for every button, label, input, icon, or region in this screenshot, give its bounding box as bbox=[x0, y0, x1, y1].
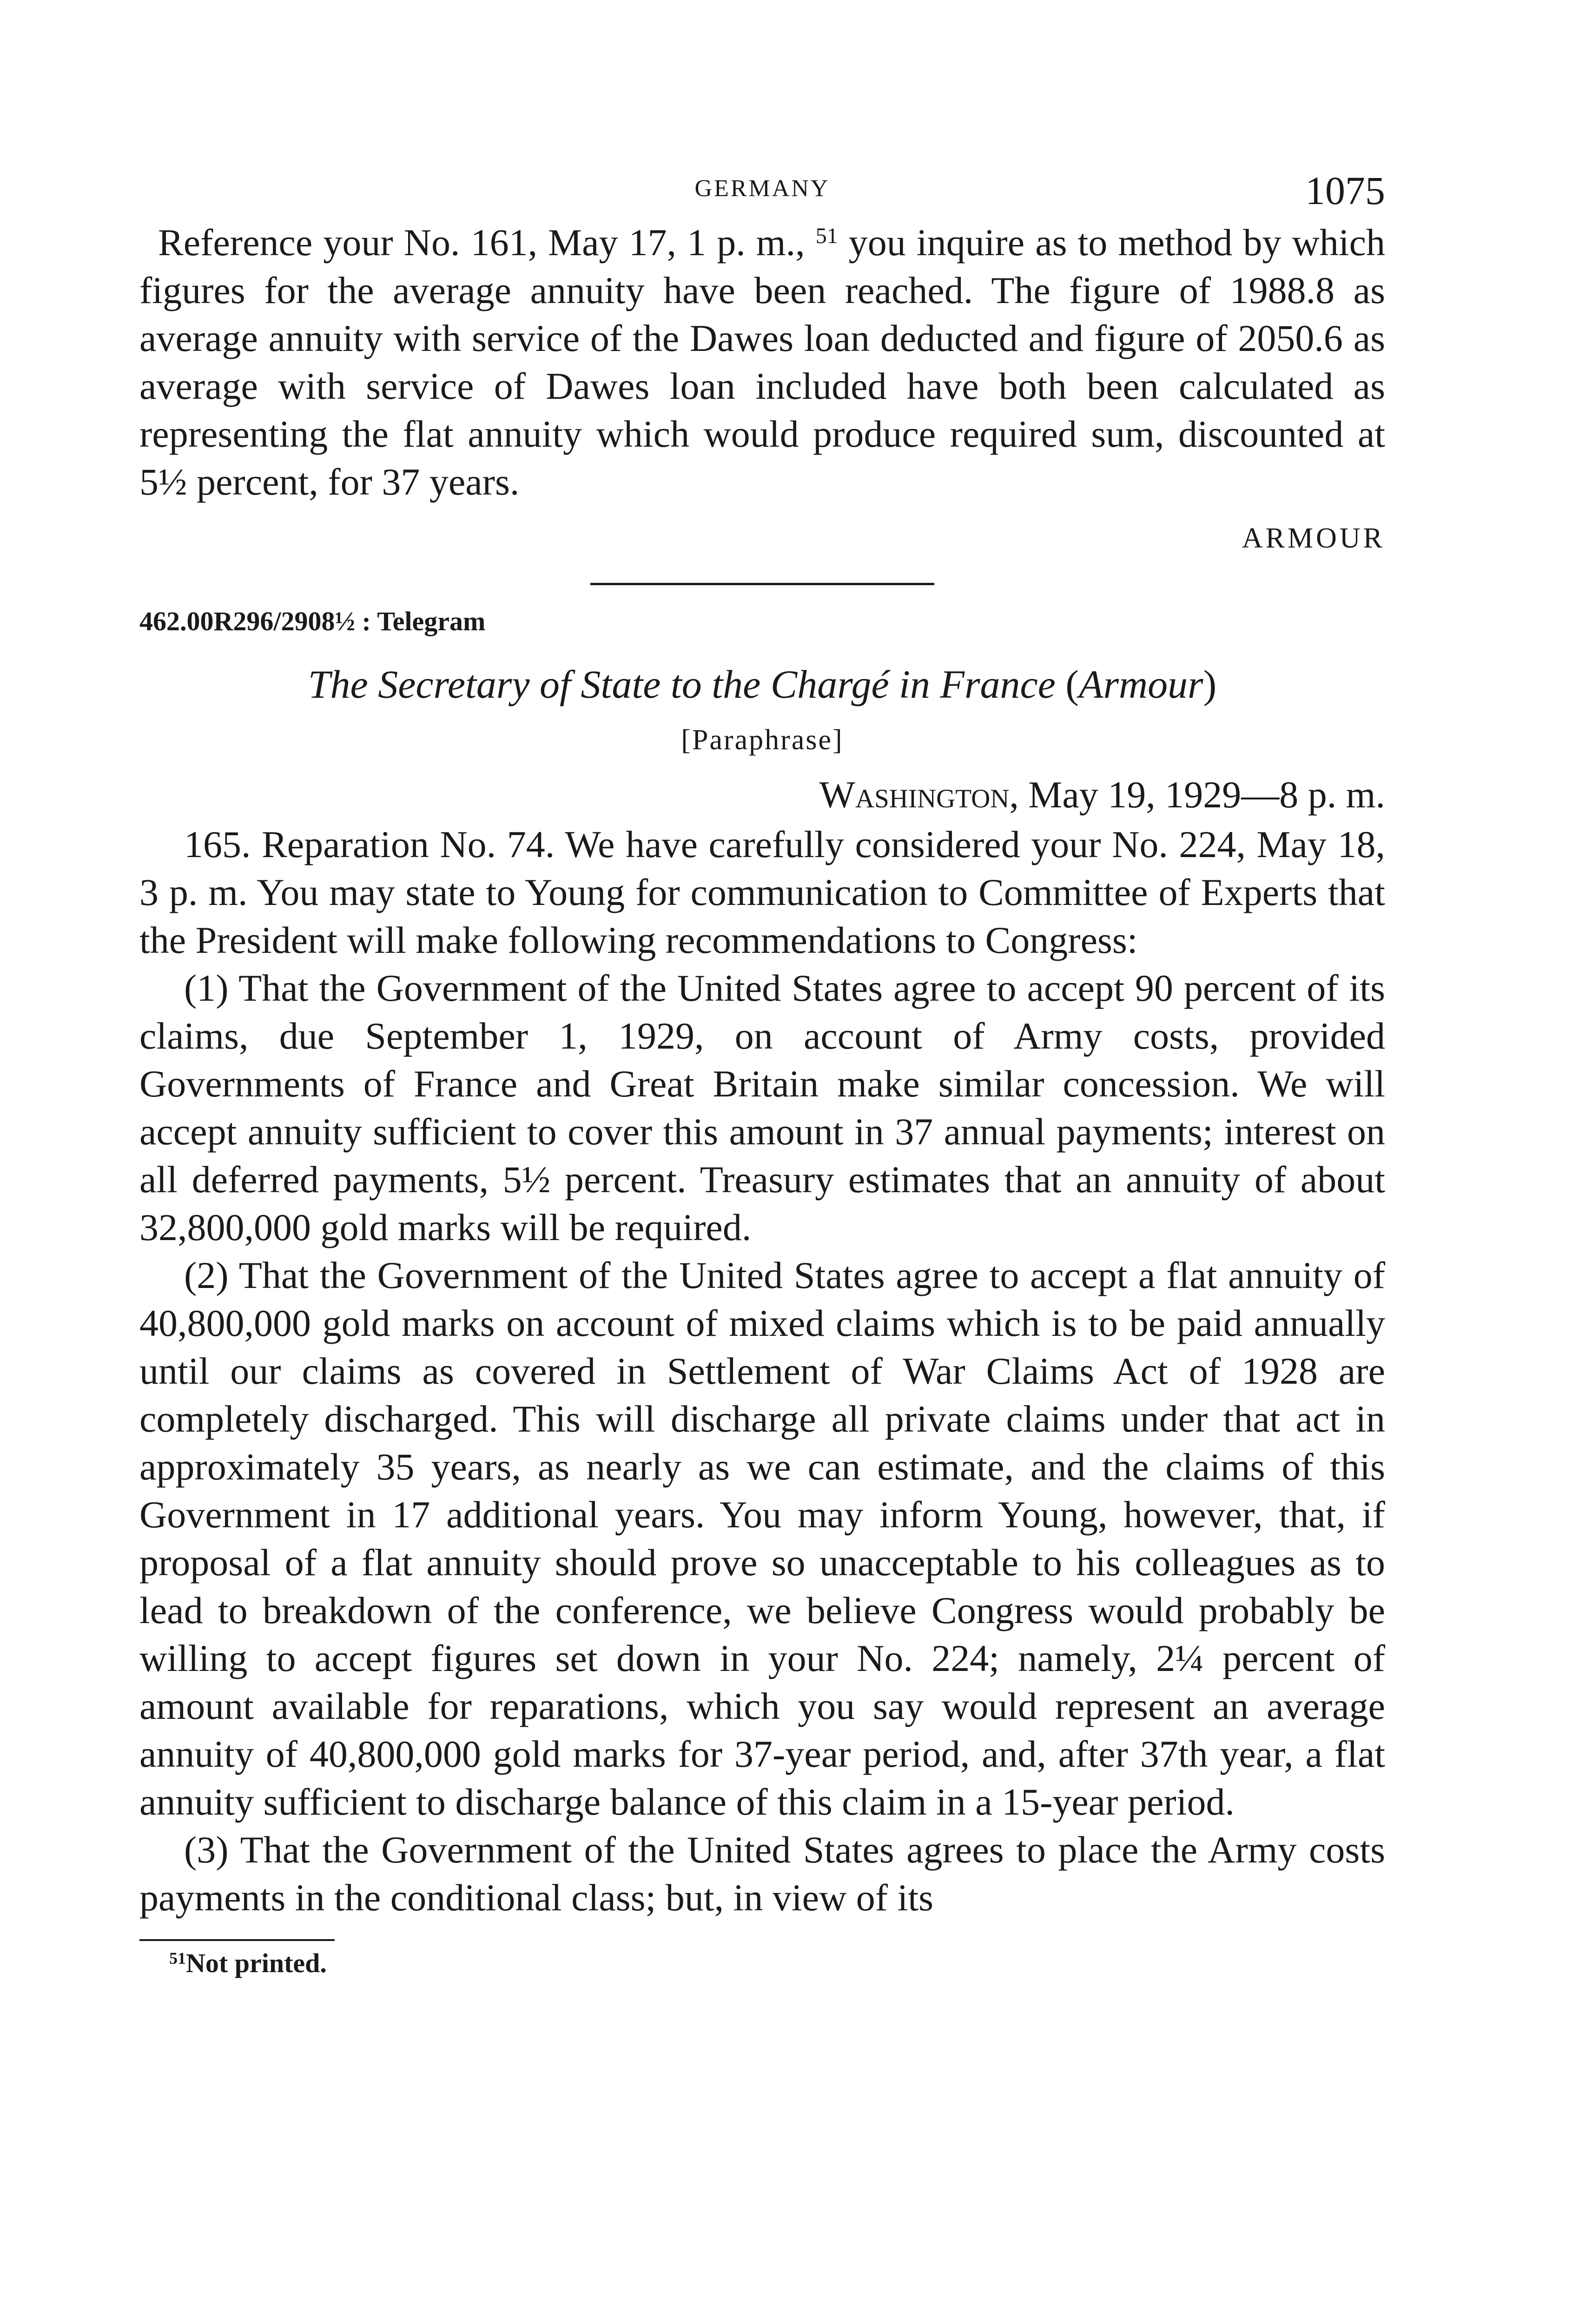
footnote-reference: 51 bbox=[815, 224, 838, 248]
document-title-name: Armour bbox=[1079, 662, 1203, 706]
title-close-paren: ) bbox=[1203, 662, 1217, 706]
running-head: GERMANY bbox=[694, 175, 830, 202]
signature: ARMOUR bbox=[1242, 522, 1385, 554]
telegram-paragraph-2: (2) That the Government of the United States agree to accept a flat annuity of 40,800,000 gold marks on account of mixed claims which is to be paid annually until our claims as covered in Settlement of War Claims Act of 1928 are completely discharged. This will discharge all private claims under that act in approximately 35 years, as nearly as we can estimate, and the claims of this Government in 17 additional years. You may inform Young, however, that, if proposal of a flat annuity should prove so unacceptable to his colleagues as to lead to breakdown of the conference, we believe Congress would probably be willing to accept figures set down in your No. 224; namely, 2¼ percent of amount available for reparations, which you say would represent an average annuity of 40,800,000 gold marks for 37-year period, and, after 37th year, a flat annuity sufficient to discharge balance of this claim in a 15-year period. bbox=[139, 1254, 1385, 1823]
prior-message-paragraph bbox=[139, 218, 1385, 506]
dateline-date: , May 19, 1929—8 p. m. bbox=[1009, 773, 1385, 816]
paraphrase-label: [Paraphrase] bbox=[681, 724, 844, 756]
footnote-rule bbox=[139, 1939, 335, 1941]
footnote-number: 51 bbox=[169, 1949, 186, 1967]
document-page bbox=[139, 167, 1385, 1979]
prior-message-text-end: you inquire as to method by which figures for the average annuity have been reached. The figure of 1988.8 as average annuity with service of the Dawes loan deducted and figure of 2050.6 as average with service of Dawes loan included have both been calculated as representing the flat annuity which would produce required sum, discounted at 5½ percent, for 37 years. bbox=[139, 221, 1385, 503]
footnote bbox=[169, 1948, 1385, 1979]
dateline-place: Washington bbox=[819, 773, 1010, 816]
page-header bbox=[139, 167, 1385, 218]
telegram-paragraph-1: (1) That the Government of the United States agree to accept 90 percent of its claims, due September 1, 1929, on account of Army costs, provided Governments of France and Great Britain make similar concession. We will accept annuity sufficient to cover this amount in 37 annual payments; interest on all deferred payments, 5½ percent. Treasury estimates that an annuity of about 32,800,000 gold marks will be required. bbox=[139, 967, 1385, 1248]
page-number: 1075 bbox=[1305, 168, 1385, 213]
document-title-main: The Secretary of State to the Chargé in France bbox=[308, 662, 1056, 706]
prior-message-text-start: Reference your No. 161, May 17, 1 p. m., bbox=[158, 221, 805, 264]
telegram-paragraph-intro: 165. Reparation No. 74. We have carefully considered your No. 224, May 18, 3 p. m. You may state to Young for communication to Committee of Experts that the President will make following recommendations to Congress: bbox=[139, 823, 1385, 961]
footnote-text: Not printed. bbox=[186, 1948, 327, 1978]
file-number: 462.00R296/2908½ : Telegram bbox=[139, 606, 486, 636]
document-title bbox=[139, 657, 1385, 712]
dateline bbox=[139, 769, 1385, 820]
section-divider bbox=[590, 583, 934, 585]
telegram-paragraph-3: (3) That the Government of the United States agrees to place the Army costs payments in the conditional class; but, in view of its bbox=[139, 1829, 1385, 1919]
title-open-paren: ( bbox=[1065, 662, 1079, 706]
